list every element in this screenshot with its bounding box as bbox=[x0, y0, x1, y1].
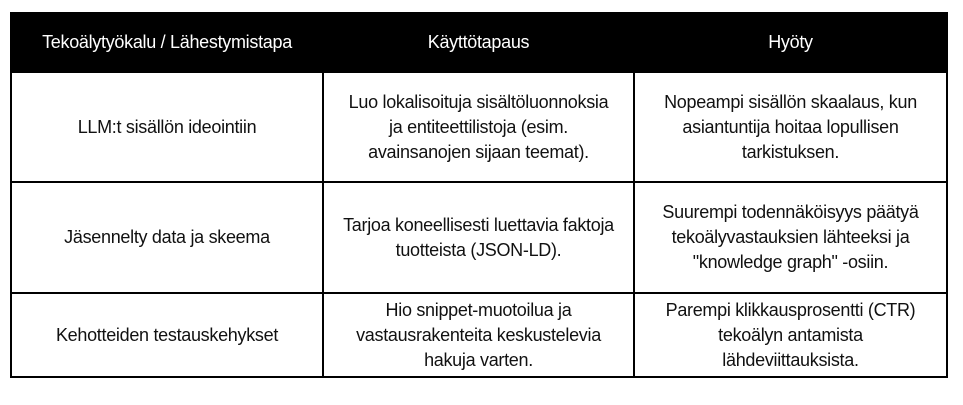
cell-use-case: Tarjoa koneellisesti luettavia faktoja tuotteista (JSON-LD). bbox=[323, 182, 634, 293]
cell-benefit: Parempi klikkausprosentti (CTR) tekoälyn antamista lähdeviittauksista. bbox=[634, 293, 947, 377]
table-row bbox=[11, 72, 947, 182]
header-tool: Tekoälytyökalu / Lähestymistapa bbox=[11, 13, 323, 72]
header-use-case: Käyttötapaus bbox=[323, 13, 634, 72]
cell-benefit: Nopeampi sisällön skaalaus, kun asiantuntija hoitaa lopullisen tarkistuksen. bbox=[634, 72, 947, 182]
comparison-table bbox=[10, 12, 948, 378]
header-row bbox=[11, 13, 947, 72]
table-row bbox=[11, 182, 947, 293]
cell-tool: Kehotteiden testauskehykset bbox=[11, 293, 323, 377]
cell-tool: LLM:t sisällön ideointiin bbox=[11, 72, 323, 182]
table-row bbox=[11, 293, 947, 377]
cell-use-case: Hio snippet-muotoilua ja vastausrakenteita keskustelevia hakuja varten. bbox=[323, 293, 634, 377]
header-benefit: Hyöty bbox=[634, 13, 947, 72]
cell-use-case: Luo lokalisoituja sisältöluonnoksia ja entiteettilistoja (esim. avainsanojen sijaan teemat). bbox=[323, 72, 634, 182]
cell-tool: Jäsennelty data ja skeema bbox=[11, 182, 323, 293]
cell-benefit: Suurempi todennäköisyys päätyä tekoälyvastauksien lähteeksi ja "knowledge graph" -osiin. bbox=[634, 182, 947, 293]
